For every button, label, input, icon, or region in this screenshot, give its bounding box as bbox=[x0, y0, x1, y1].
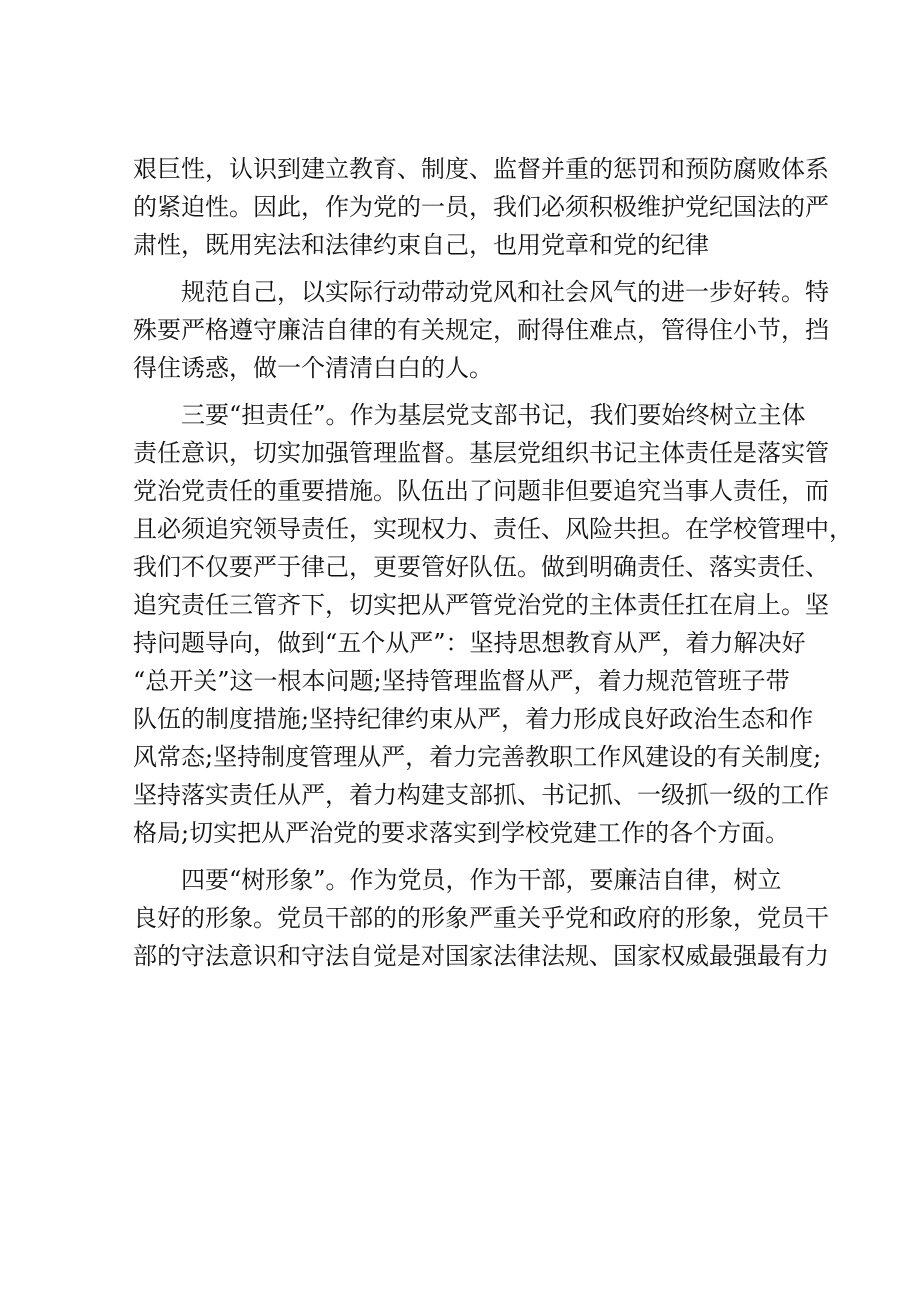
paragraph-3-line-1: 三要“担责任”。作为基层党支部书记，我们要始终树立主体 bbox=[133, 401, 806, 429]
paragraph-4-line-2: 良好的形象。党员干部的的形象严重关乎党和政府的形象，党员干 bbox=[133, 904, 829, 932]
paragraph-2-line-2: 殊要严格遵守廉洁自律的有关规定，耐得住难点，管得住小节，挡 bbox=[133, 316, 829, 344]
paragraph-2-line-3: 得住诱惑，做一个清清白白的人。 bbox=[133, 354, 493, 382]
paragraph-1-line-3: 肃性，既用宪法和法律约束自己，也用党章和党的纪律 bbox=[133, 231, 709, 259]
document-body bbox=[133, 150, 853, 975]
paragraph-3-line-11: 坚持落实责任从严，着力构建支部抓、书记抓、一级抓一级的工作 bbox=[133, 781, 829, 809]
paragraph-3-line-12: 格局;切实把从严治党的要求落实到学校党建工作的各个方面。 bbox=[133, 819, 790, 847]
paragraph-3-line-8: “总开关”这一根本问题;坚持管理监督从严，着力规范管班子带 bbox=[133, 667, 790, 695]
paragraph-3-line-3: 党治党责任的重要措施。队伍出了问题非但要追究当事人责任，而 bbox=[133, 477, 829, 505]
paragraph-3-line-6: 追究责任三管齐下，切实把从严管党治党的主体责任扛在肩上。坚 bbox=[133, 591, 829, 619]
paragraph-4-line-1: 四要“树形象”。作为党员，作为干部，要廉洁自律，树立 bbox=[133, 866, 782, 894]
paragraph-4-line-3: 部的守法意识和守法自觉是对国家法律法规、国家权威最强最有力 bbox=[133, 942, 829, 970]
paragraph-3-line-4: 且必须追究领导责任，实现权力、责任、风险共担。在学校管理中， bbox=[133, 515, 853, 543]
paragraph-3-line-7: 持问题导向，做到“五个从严”：坚持思想教育从严，着力解决好 bbox=[133, 629, 806, 657]
paragraph-3-line-2: 责任意识，切实加强管理监督。基层党组织书记主体责任是落实管 bbox=[133, 439, 829, 467]
paragraph-3-line-10: 风常态;坚持制度管理从严，着力完善教职工作风建设的有关制度; bbox=[133, 743, 822, 771]
paragraph-2-line-1: 规范自己，以实际行动带动党风和社会风气的进一步好转。特 bbox=[133, 278, 829, 306]
paragraph-3-line-9: 队伍的制度措施;坚持纪律约束从严，着力形成良好政治生态和作 bbox=[133, 705, 814, 733]
paragraph-1-line-1: 艰巨性，认识到建立教育、制度、监督并重的惩罚和预防腐败体系 bbox=[133, 155, 829, 183]
paragraph-3-line-5: 我们不仅要严于律己，更要管好队伍。做到明确责任、落实责任、 bbox=[133, 553, 829, 581]
paragraph-1-line-2: 的紧迫性。因此，作为党的一员，我们必须积极维护党纪国法的严 bbox=[133, 193, 829, 221]
